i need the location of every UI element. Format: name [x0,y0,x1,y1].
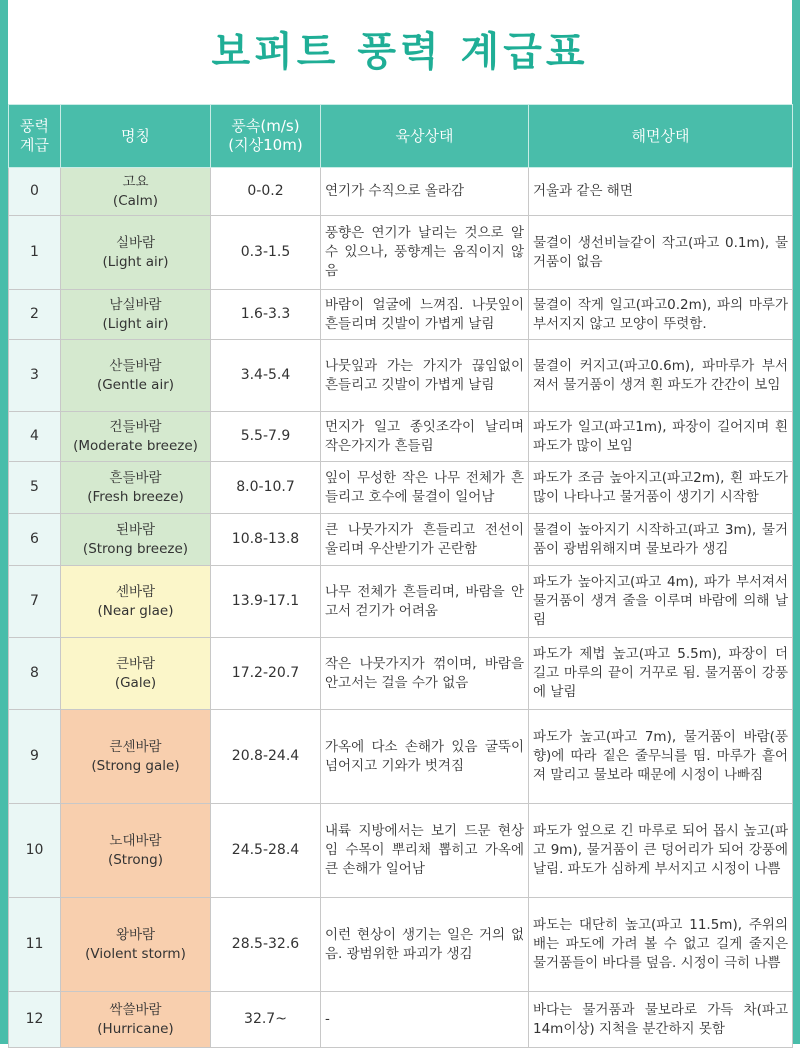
beaufort-table [8,104,793,1048]
name-english: (Gale) [114,674,157,691]
name-korean: 노대바람 [109,832,162,849]
sea-condition-cell: 파도가 높고(파고 7m), 물거품이 바람(풍향)에 따라 짙은 줄무늬를 띰. 마루가 흩어져 말리고 물보라 때문에 시정이 나빠짐 [529,710,793,804]
table-row [9,412,793,462]
header-level-line2: 계급 [20,136,49,154]
left-border [0,0,8,1044]
level-cell: 8 [9,638,61,710]
name-korean: 싹쓸바람 [109,1001,162,1018]
level-cell: 7 [9,566,61,638]
sea-condition-cell: 파도가 조금 높아지고(파고2m), 흰 파도가 많이 나타나고 물거품이 생기기 시작함 [529,462,793,514]
speed-cell: 24.5-28.4 [211,804,321,898]
land-condition-cell: 내륙 지방에서는 보기 드문 현상임 수목이 뿌리채 뽑히고 가옥에 큰 손해가 일어남 [321,804,529,898]
land-condition-cell: 연기가 수직으로 올라감 [321,168,529,216]
speed-cell: 8.0-10.7 [211,462,321,514]
header-speed [211,105,321,168]
speed-cell: 0.3-1.5 [211,216,321,290]
name-english: (Strong breeze) [82,540,189,557]
level-cell: 0 [9,168,61,216]
table-row [9,804,793,898]
name-cell [61,290,211,340]
speed-cell: 32.7~ [211,992,321,1048]
name-english: (Strong) [107,851,164,868]
name-english: (Fresh breeze) [87,488,184,505]
sea-condition-cell: 파도가 높아지고(파고 4m), 파가 부서져서 물거품이 생겨 줄을 이루며 바람에 의해 날림 [529,566,793,638]
name-cell [61,412,211,462]
name-cell [61,462,211,514]
name-english: (Near glae) [97,602,174,619]
name-korean: 된바람 [115,521,156,538]
name-korean: 실바람 [115,234,156,251]
name-english: (Hurricane) [97,1020,174,1037]
speed-cell: 13.9-17.1 [211,566,321,638]
name-cell [61,898,211,992]
land-condition-cell: 먼지가 일고 종잇조각이 날리며 작은가지가 흔들림 [321,412,529,462]
table-row [9,462,793,514]
table-row [9,898,793,992]
level-cell: 9 [9,710,61,804]
land-condition-cell: 나뭇잎과 가는 가지가 끊임없이 흔들리고 깃발이 가볍게 날림 [321,340,529,412]
name-english: (Moderate breeze) [73,437,198,454]
header-speed-line2: (지상10m) [228,136,303,154]
sea-condition-cell: 파도가 제법 높고(파고 5.5m), 파장이 더 길고 마루의 끝이 거꾸로 됨. 물거품이 강풍에 날림 [529,638,793,710]
land-condition-cell: 나무 전체가 흔들리며, 바람을 안고서 걷기가 어려움 [321,566,529,638]
name-korean: 건들바람 [109,418,162,435]
name-korean: 흔들바람 [109,469,162,486]
table-row [9,290,793,340]
speed-cell: 1.6-3.3 [211,290,321,340]
sea-condition-cell: 물결이 생선비늘같이 작고(파고 0.1m), 물거품이 없음 [529,216,793,290]
level-cell: 12 [9,992,61,1048]
level-cell: 3 [9,340,61,412]
name-cell [61,566,211,638]
speed-cell: 5.5-7.9 [211,412,321,462]
name-korean: 고요 [122,173,149,190]
sea-condition-cell: 파도가 일고(파고1m), 파장이 길어지며 흰파도가 많이 보임 [529,412,793,462]
header-name: 명칭 [61,105,211,168]
speed-cell: 3.4-5.4 [211,340,321,412]
level-cell: 4 [9,412,61,462]
land-condition-cell: 가옥에 다소 손해가 있음 굴뚝이 넘어지고 기와가 벗겨짐 [321,710,529,804]
speed-cell: 20.8-24.4 [211,710,321,804]
level-cell: 1 [9,216,61,290]
speed-cell: 10.8-13.8 [211,514,321,566]
name-cell [61,340,211,412]
table-row [9,340,793,412]
table-row [9,992,793,1048]
level-cell: 5 [9,462,61,514]
name-english: (Light air) [102,253,169,270]
land-condition-cell: 잎이 무성한 작은 나무 전체가 흔들리고 호수에 물결이 일어남 [321,462,529,514]
land-condition-cell: 풍향은 연기가 날리는 것으로 알 수 있으나, 풍향계는 움직이지 않음 [321,216,529,290]
name-cell [61,168,211,216]
table-row [9,566,793,638]
header-level [9,105,61,168]
level-cell: 2 [9,290,61,340]
name-english: (Gentle air) [96,376,175,393]
land-condition-cell: - [321,992,529,1048]
table-row [9,638,793,710]
sea-condition-cell: 바다는 물거품과 물보라로 가득 차(파고 14m이상) 지척을 분간하지 못함 [529,992,793,1048]
header-sea: 해면상태 [529,105,793,168]
name-korean: 큰센바람 [109,738,162,755]
header-level-line1: 풍력 [20,117,49,135]
name-cell [61,216,211,290]
speed-cell: 17.2-20.7 [211,638,321,710]
sea-condition-cell: 파도가 엎으로 긴 마루로 되어 몹시 높고(파고 9m), 물거품이 큰 덩어리가 되어 강풍에 날림. 파도가 심하게 부서지고 시정이 나쁨 [529,804,793,898]
right-border [792,0,800,1044]
level-cell: 6 [9,514,61,566]
sea-condition-cell: 물결이 작게 일고(파고0.2m), 파의 마루가 부서지지 않고 모양이 뚜렷함. [529,290,793,340]
speed-cell: 28.5-32.6 [211,898,321,992]
sea-condition-cell: 물결이 커지고(파고0.6m), 파마루가 부서져서 물거품이 생겨 흰 파도가 간간이 보임 [529,340,793,412]
name-cell [61,638,211,710]
name-cell [61,710,211,804]
name-english: (Violent storm) [85,945,186,962]
speed-cell: 0-0.2 [211,168,321,216]
page-title: 보퍼트 풍력 계급표 [211,29,589,75]
header-row [9,105,793,168]
name-english: (Light air) [102,315,169,332]
table-row [9,514,793,566]
level-cell: 10 [9,804,61,898]
level-cell: 11 [9,898,61,992]
land-condition-cell: 큰 나뭇가지가 흔들리고 전선이 울리며 우산받기가 곤란함 [321,514,529,566]
name-korean: 산들바람 [109,357,162,374]
name-korean: 왕바람 [115,926,156,943]
sea-condition-cell: 물결이 높아지기 시작하고(파고 3m), 물거품이 광범위해지며 물보라가 생김 [529,514,793,566]
table-row [9,168,793,216]
table-row [9,216,793,290]
header-land: 육상상태 [321,105,529,168]
name-korean: 센바람 [115,583,156,600]
name-english: (Strong gale) [91,757,180,774]
land-condition-cell: 이런 현상이 생기는 일은 거의 없음. 광범위한 파괴가 생김 [321,898,529,992]
sea-condition-cell: 거울과 같은 해면 [529,168,793,216]
land-condition-cell: 바람이 얼굴에 느껴짐. 나뭇잎이 흔들리며 깃발이 가볍게 날림 [321,290,529,340]
name-korean: 남실바람 [109,296,162,313]
name-cell [61,992,211,1048]
name-cell [61,804,211,898]
table-row [9,710,793,804]
name-english: (Calm) [112,192,159,209]
table-body [9,168,793,1048]
name-cell [61,514,211,566]
name-korean: 큰바람 [115,655,156,672]
sea-condition-cell: 파도는 대단히 높고(파고 11.5m), 주위의 배는 파도에 가려 볼 수 없고 길게 줄지은 물거품들이 바다를 덮음. 시정이 극히 나쁨 [529,898,793,992]
land-condition-cell: 작은 나뭇가지가 꺾이며, 바람을 안고서는 걸을 수가 없음 [321,638,529,710]
header-speed-line1: 풍속(m/s) [231,117,300,135]
